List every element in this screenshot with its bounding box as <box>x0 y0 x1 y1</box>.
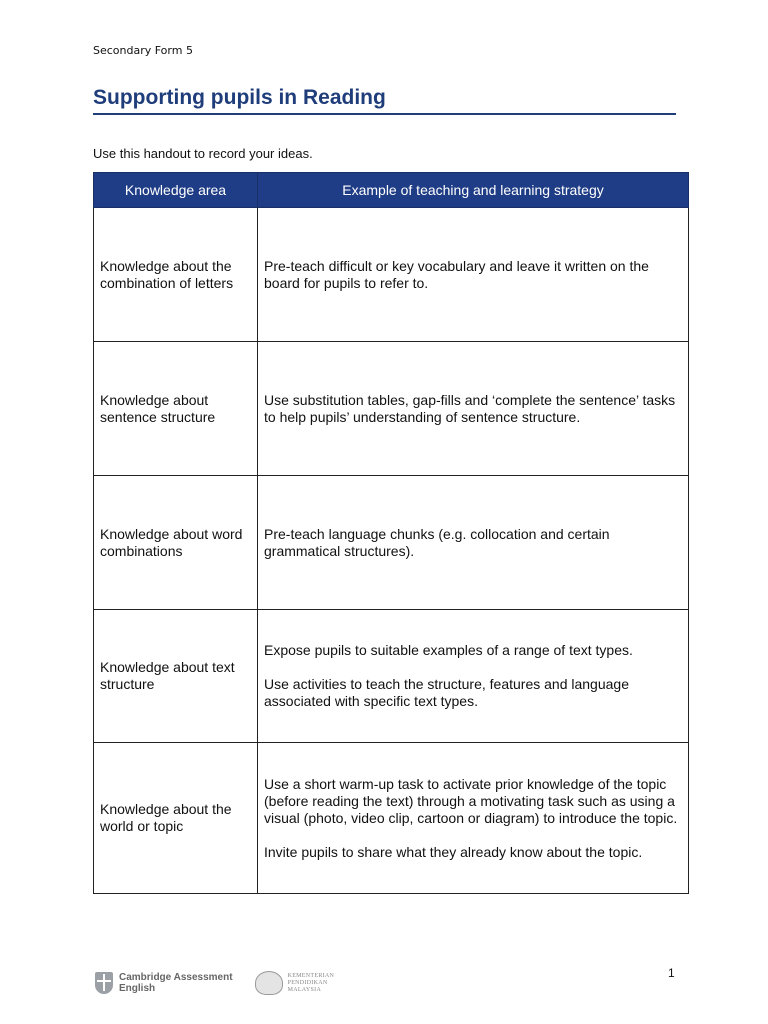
knowledge-area-cell: Knowledge about word combinations <box>94 476 258 610</box>
strategy-table <box>93 172 689 894</box>
strategy-paragraph: Pre-teach language chunks (e.g. collocation and certain grammatical structures). <box>264 525 610 559</box>
page-title: Supporting pupils in Reading <box>93 86 676 115</box>
strategy-paragraph: Invite pupils to share what they already know about the topic. <box>264 843 643 860</box>
strategy-paragraph: Pre-teach difficult or key vocabulary and leave it written on the board for pupils to refer to. <box>264 257 649 291</box>
table-row <box>94 610 689 743</box>
kementerian-pendidikan-logo <box>255 971 335 995</box>
document-header-label: Secondary Form 5 <box>93 44 193 57</box>
knowledge-area-cell: Knowledge about the world or topic <box>94 743 258 894</box>
cambridge-logo-text: Cambridge Assessment English <box>119 972 233 994</box>
table-row <box>94 208 689 342</box>
knowledge-area-cell: Knowledge about sentence structure <box>94 342 258 476</box>
strategy-paragraph: Use a short warm-up task to activate prior knowledge of the topic (before reading the text) through a motivating task such as using a visual (photo, video clip, cartoon or diagram) to introduce the topic. <box>264 775 678 826</box>
table-row <box>94 743 689 894</box>
strategy-cell <box>258 610 689 743</box>
knowledge-area-cell: Knowledge about text structure <box>94 610 258 743</box>
strategy-cell <box>258 743 689 894</box>
strategy-cell <box>258 476 689 610</box>
strategy-cell <box>258 342 689 476</box>
strategy-paragraph: Use activities to teach the structure, features and language associated with specific text types. <box>264 676 629 709</box>
page-number: 1 <box>668 966 675 980</box>
column-header-strategy: Example of teaching and learning strategy <box>258 173 689 208</box>
column-header-knowledge-area: Knowledge area <box>94 173 258 208</box>
cambridge-shield-icon <box>95 972 113 994</box>
table-row <box>94 476 689 610</box>
knowledge-area-cell: Knowledge about the combination of letters <box>94 208 258 342</box>
strategy-paragraph: Expose pupils to suitable examples of a range of text types. <box>264 642 633 658</box>
table-header-row <box>94 173 689 208</box>
intro-text: Use this handout to record your ideas. <box>93 146 313 161</box>
malaysia-crest-icon <box>255 971 283 995</box>
table-row <box>94 342 689 476</box>
strategy-paragraph: Use substitution tables, gap-fills and ‘complete the sentence’ tasks to help pupils’ understanding of sentence structure. <box>264 391 676 425</box>
kpm-logo-text: KEMENTERIAN PENDIDIKAN MALAYSIA <box>287 972 335 993</box>
cambridge-assessment-logo <box>95 972 233 994</box>
strategy-cell <box>258 208 689 342</box>
footer-logos <box>95 968 334 998</box>
